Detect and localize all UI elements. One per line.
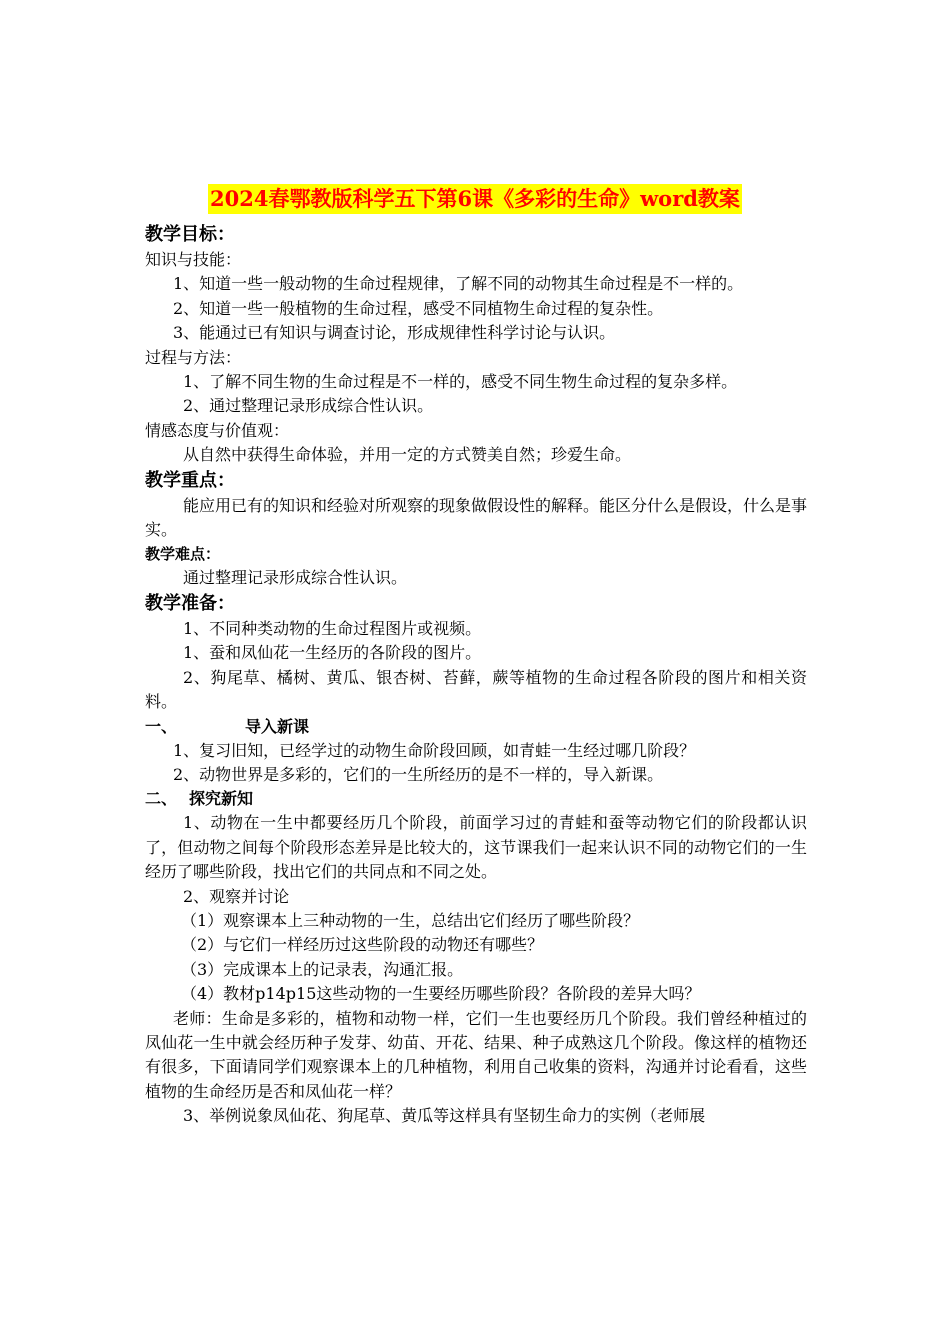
preparation-item: 1、蚕和凤仙花一生经历的各阶段的图片。	[183, 643, 482, 663]
knowledge-item: 3、能通过已有知识与调查讨论，形成规律性科学讨论与认识。	[173, 323, 616, 343]
preparation-heading: 教学准备：	[145, 592, 235, 614]
observe-item: （1）观察课本上三种动物的一生，总结出它们经历了哪些阶段？	[181, 910, 640, 930]
document-body	[145, 222, 807, 1129]
preparation-item: 1、不同种类动物的生命过程图片或视频。	[183, 618, 482, 638]
observe-item: （4）教材p14p15这些动物的一生要经历哪些阶段？各阶段的差异大吗？	[181, 984, 701, 1004]
section1-item: 2、动物世界是多彩的，它们的一生所经历的是不一样的，导入新课。	[173, 764, 664, 784]
section1-item: 1、复习旧知，已经学过的动物生命阶段回顾，如青蛙一生经过哪几阶段？	[173, 740, 696, 760]
process-item: 1、了解不同生物的生命过程是不一样的，感受不同生物生命过程的复杂多样。	[183, 372, 738, 392]
observe-label: 2、观察并讨论	[183, 886, 290, 906]
preparation-item: 2、狗尾草、橘树、黄瓜、银杏树、苔藓，蕨等植物的生命过程各阶段的图片和相关资料。	[145, 667, 807, 712]
knowledge-item: 2、知道一些一般植物的生命过程，感受不同植物生命过程的复杂性。	[173, 298, 664, 318]
process-label: 过程与方法：	[145, 347, 242, 367]
teacher-paragraph: 老师：生命是多彩的，植物和动物一样，它们一生也要经历几个阶段。我们曾经种植过的凤仙花一生中就会经历种子发芽、幼苗、开花、结果、种子成熟这几个阶段。像这样的植物还有很多，下面请同学们观察课本上的几种植物，利用自己收集的资料，沟通并讨论看看，这些植物的生命经历是否和凤仙花一样？	[145, 1008, 807, 1101]
document-title: 2024春鄂教版科学五下第6课《多彩的生命》word教案	[208, 184, 742, 214]
section1-title: 导入新课	[245, 716, 310, 736]
attitude-text: 从自然中获得生命体验，并用一定的方式赞美自然；珍爱生命。	[183, 445, 632, 465]
key-points-heading: 教学重点：	[145, 469, 235, 491]
difficulties-heading: 教学难点：	[145, 545, 221, 564]
process-item: 2、通过整理记录形成综合性认识。	[183, 396, 434, 416]
difficulties-text: 通过整理记录形成综合性认识。	[183, 568, 408, 588]
knowledge-item: 1、知道一些一般动物的生命过程规律，了解不同的动物其生命过程是不一样的。	[173, 274, 744, 294]
observe-item: （3）完成课本上的记录表，沟通汇报。	[181, 959, 464, 979]
section2-heading	[145, 787, 807, 811]
attitude-label: 情感态度与价值观：	[145, 420, 290, 440]
knowledge-label: 知识与技能：	[145, 250, 242, 269]
section1-heading	[145, 715, 807, 739]
observe-item: （2）与它们一样经历过这些阶段的动物还有哪些？	[181, 935, 544, 955]
title-wrap	[0, 184, 950, 214]
section1-number: 一、	[145, 716, 178, 736]
section2-paragraph: 1、动物在一生中都要经历几个阶段，前面学习过的青蛙和蚕等动物它们的阶段都认识了，但动物之间每个阶段形态差异是比较大的，这节课我们一起来认识不同的动物它们的一生经历了哪些阶段，找出它们的共同点和不同之处。	[145, 813, 807, 882]
objectives-heading: 教学目标：	[145, 224, 235, 245]
section2-number: 二、	[145, 789, 178, 809]
key-points-text: 能应用已有的知识和经验对所观察的现象做假设性的解释。能区分什么是假设，什么是事实。	[145, 495, 808, 540]
section2-title: 探究新知	[189, 789, 254, 809]
section2-paragraph: 3、举例说象凤仙花、狗尾草、黄瓜等这样具有坚韧生命力的实例（老师展	[183, 1106, 706, 1126]
